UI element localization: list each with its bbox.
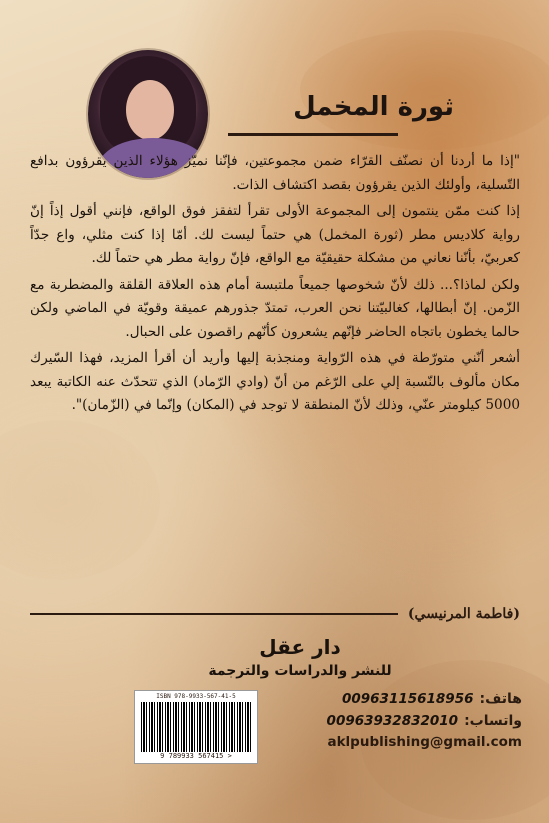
- paper-stain: [0, 420, 160, 580]
- isbn-barcode: [134, 690, 258, 764]
- blurb-paragraph-1: "إذا ما أردنا أن نصنّف القرّاء ضمن مجموعتين، فإنّنا نميّز هؤلاء الذين يقرؤون بدافع التّسلية، وأولئك الذين يقرؤون بقصد اكتشاف الذات.: [30, 153, 520, 193]
- phone-number[interactable]: 00963115618956: [341, 691, 474, 707]
- contact-info: [282, 688, 522, 750]
- blurb-paragraph-2: إذا كنت ممّن ينتمون إلى المجموعة الأولى تقرأ لتفقز فوق الواقع، فإنني أقول إذاً إنّ رواية كلاديس مطر (ثورة المخمل) هي حتماً ليست لك. أمّا إذا كنت مثلي، واع جدّاً كعربيّ، بأنّنا نعاني من مشكلة حقيقيّة مع الواقع، فإنّ رواية مطر هي حتماً لك.: [30, 203, 520, 266]
- whatsapp-number[interactable]: 00963932832010: [326, 713, 459, 729]
- phone-label: هاتف:: [479, 691, 522, 707]
- photo-face: [126, 80, 174, 140]
- quote-signature: [30, 606, 520, 622]
- book-title: ثورة المخمل: [293, 92, 454, 122]
- barcode-bars: [141, 702, 251, 752]
- blurb-text: [30, 150, 520, 421]
- barcode-digits: 9 789933 567415 >: [160, 752, 232, 760]
- publisher-subtitle: للنشر والدراسات والترجمة: [208, 663, 392, 679]
- blurb-paragraph-4: أشعر أنّني متورّطة في هذه الرّواية ومنجذبة إليها وأريد أن أقرأ المزيد، فهذا السّيرك مكان مألوف بالنّسبة إلي على الرّغم من أنّ (وادي الرّماد) الذي تتحدّث عنه الكاتبة يبعد 5000 كيلومتر عنّي، وذلك لأنّ المنطقة لا توجد في (المكان) وإنّما في (الزّمان)".: [30, 350, 520, 413]
- publisher-block: [180, 634, 420, 682]
- signature-line: [30, 613, 398, 615]
- paper-stain: [300, 30, 549, 150]
- signature-name: (فاطمة المرنيسي): [407, 606, 520, 622]
- whatsapp-label: واتساب:: [464, 713, 522, 729]
- blurb-paragraph-3: ولكن لماذا؟... ذلك لأنّ شخوصها جميعاً ملتبسة أمام هذه العلاقة القلقة والمضطربة مع الزّمن. إنّ أبطالها، كغالبيّتنا نحن العرب، تمتدّ جذورهم عميقة وقويّة في الماضي ولكن حالما يخطون باتجاه الحاضر فإنّهم يشعرون كأنّهم راقصون على الحبال.: [30, 276, 520, 340]
- publisher-name: دار عقل: [259, 635, 341, 659]
- email-address[interactable]: aklpublishing@gmail.com: [327, 734, 522, 750]
- whatsapp-row: [282, 710, 522, 732]
- title-underline: [228, 133, 398, 136]
- phone-row: [282, 688, 522, 710]
- isbn-label: ISBN 978-9933-567-41-5: [156, 693, 236, 700]
